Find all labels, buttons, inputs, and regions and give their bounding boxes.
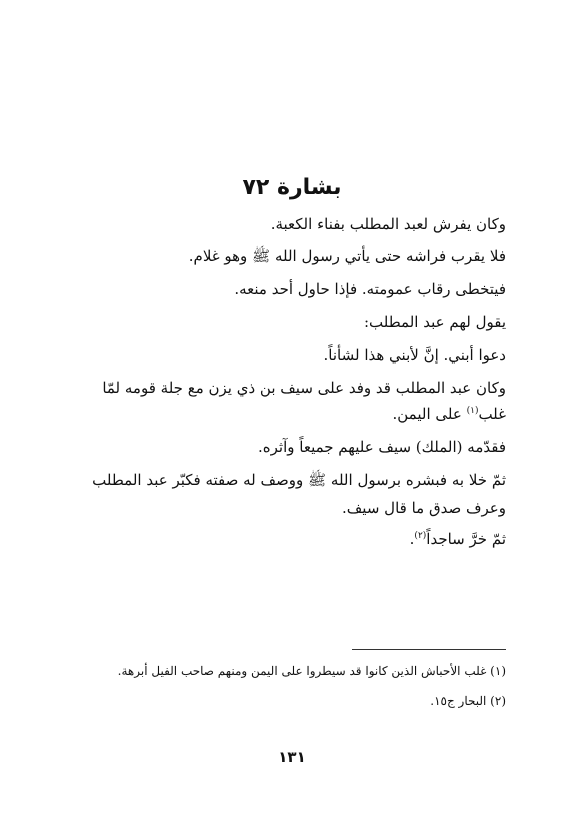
page-number: ١٣١ xyxy=(278,748,306,766)
chapter-title: بشارة ٧٢ xyxy=(242,175,342,200)
paragraph-9-end: . xyxy=(409,530,415,548)
paragraph-7: فقدّمه (الملك) سيف عليهم جميعاً وآثره. xyxy=(258,438,506,456)
paragraph-1: وكان يفرش لعبد المطلب بفناء الكعبة. xyxy=(270,215,506,233)
paragraph-2: فلا يقرب فراشه حتى يأتي رسول الله ﷺ وهو غلام. xyxy=(188,247,506,265)
paragraph-3: فيتخطى رقاب عمومته. فإذا حاول أحد منعه. xyxy=(234,280,506,298)
paragraph-6-text-a: غلب xyxy=(478,405,506,423)
paragraph-6-line-1: وكان عبد المطلب قد وفد على سيف بن ذي يزن مع جلة قومه لمّا xyxy=(102,379,506,397)
paragraph-8-line-1: ثمّ خلا به فبشره برسول الله ﷺ ووصف له صفته فكبّر عبد المطلب xyxy=(92,471,506,489)
paragraph-4: يقول لهم عبد المطلب: xyxy=(364,313,506,331)
paragraph-5: دعوا أبني. إنَّ لأبني هذا لشأناً. xyxy=(323,346,506,364)
footnote-ref-1: (١) xyxy=(466,406,479,416)
paragraph-9 xyxy=(74,528,506,550)
footnote-ref-2: (٢) xyxy=(414,531,427,541)
paragraph-8-line-2: وعرف صدق ما قال سيف. xyxy=(342,499,506,517)
footnote-separator xyxy=(352,649,506,650)
footnote-1: (١) غلب الأحباش الذين كانوا قد سيطروا على اليمن ومنهم صاحب الفيل أبرهة. xyxy=(117,664,506,678)
paragraph-6-line-2 xyxy=(74,403,506,425)
paragraph-9-text: ثمّ خرَّ ساجداً xyxy=(426,530,506,548)
paragraph-6-text-b: على اليمن. xyxy=(392,405,467,423)
footnote-2: (٢) البحار ج١٥. xyxy=(430,694,506,708)
